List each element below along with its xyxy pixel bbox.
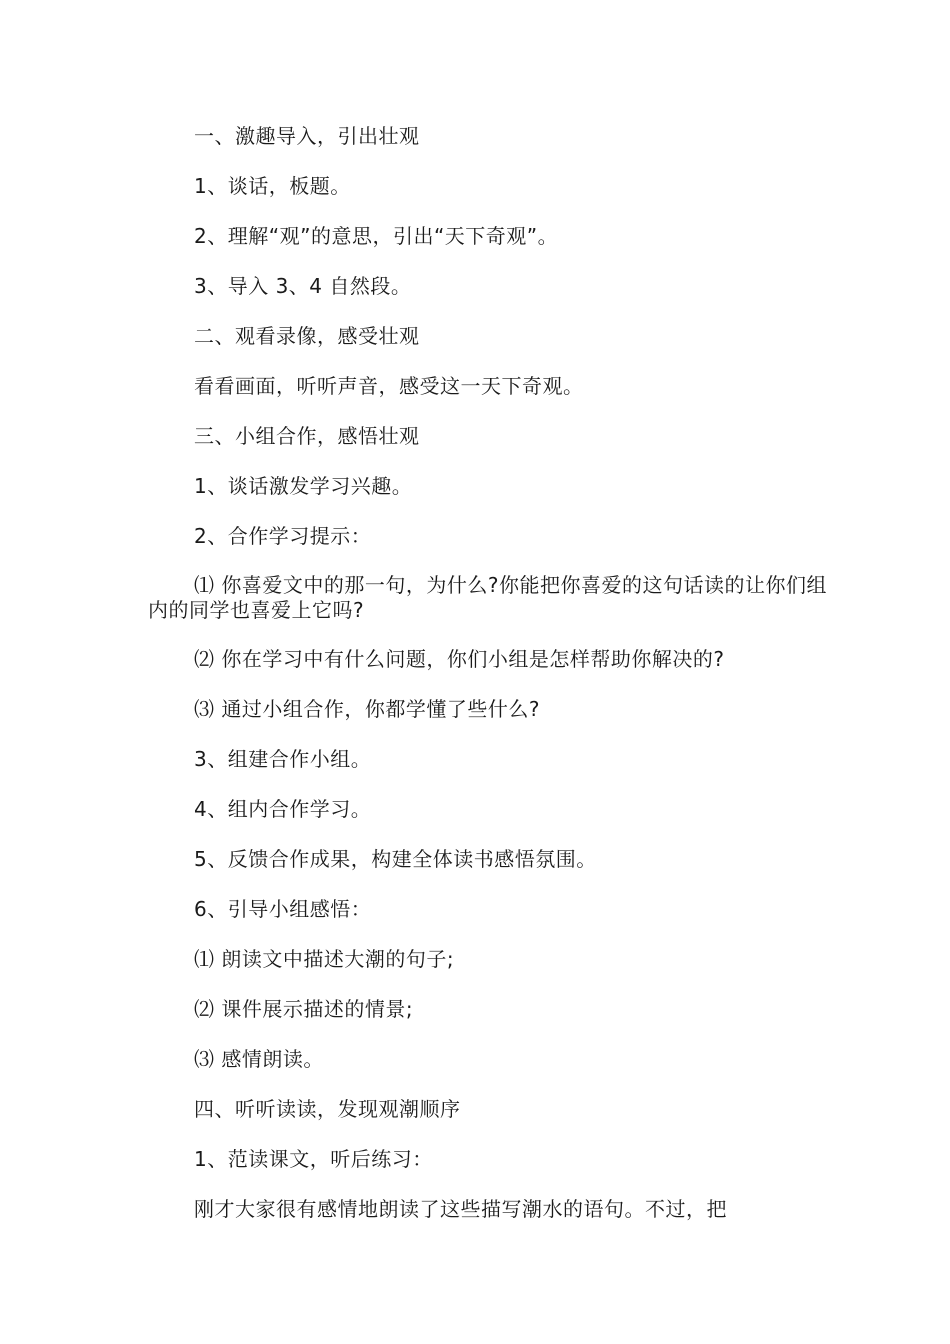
- paragraph: 5、反馈合作成果，构建全体读书感悟氛围。: [194, 847, 597, 871]
- paragraph: 2、理解“观”的意思，引出“天下奇观”。: [194, 224, 559, 248]
- paragraph: 6、引导小组感悟：: [194, 897, 372, 921]
- paragraph: 看看画面，听听声音，感受这一天下奇观。: [194, 374, 584, 398]
- paragraph: ⑵ 课件展示描述的情景;: [194, 997, 414, 1021]
- paragraph: 1、谈话，板题。: [194, 174, 351, 198]
- section-heading-2: 二、观看录像，感受壮观: [194, 324, 420, 348]
- paragraph: 1、谈话激发学习兴趣。: [194, 474, 413, 498]
- paragraph: 4、组内合作学习。: [194, 797, 372, 821]
- paragraph: ⑶ 通过小组合作，你都学懂了些什么?: [194, 697, 540, 721]
- paragraph: ⑶ 感情朗读。: [194, 1047, 324, 1071]
- paragraph: 刚才大家很有感情地朗读了这些描写潮水的语句。不过，把: [194, 1197, 727, 1221]
- paragraph: 3、组建合作小组。: [194, 747, 372, 771]
- section-heading-4: 四、听听读读，发现观潮顺序: [194, 1097, 461, 1121]
- paragraph: 3、导入 3、4 自然段。: [194, 274, 412, 298]
- paragraph: 1、范读课文，听后练习：: [194, 1147, 433, 1171]
- paragraph-multiline: ⑴ 你喜爱文中的那一句，为什么?你能把你喜爱的这句话读的让你们组内的同学也喜爱上它吗?: [148, 573, 827, 622]
- paragraph: 2、合作学习提示：: [194, 524, 372, 548]
- section-heading-3: 三、小组合作，感悟壮观: [194, 424, 420, 448]
- section-heading-1: 一、激趣导入，引出壮观: [194, 124, 420, 148]
- paragraph: ⑵ 你在学习中有什么问题，你们小组是怎样帮助你解决的?: [194, 647, 725, 671]
- paragraph: ⑴ 朗读文中描述大潮的句子;: [194, 947, 455, 971]
